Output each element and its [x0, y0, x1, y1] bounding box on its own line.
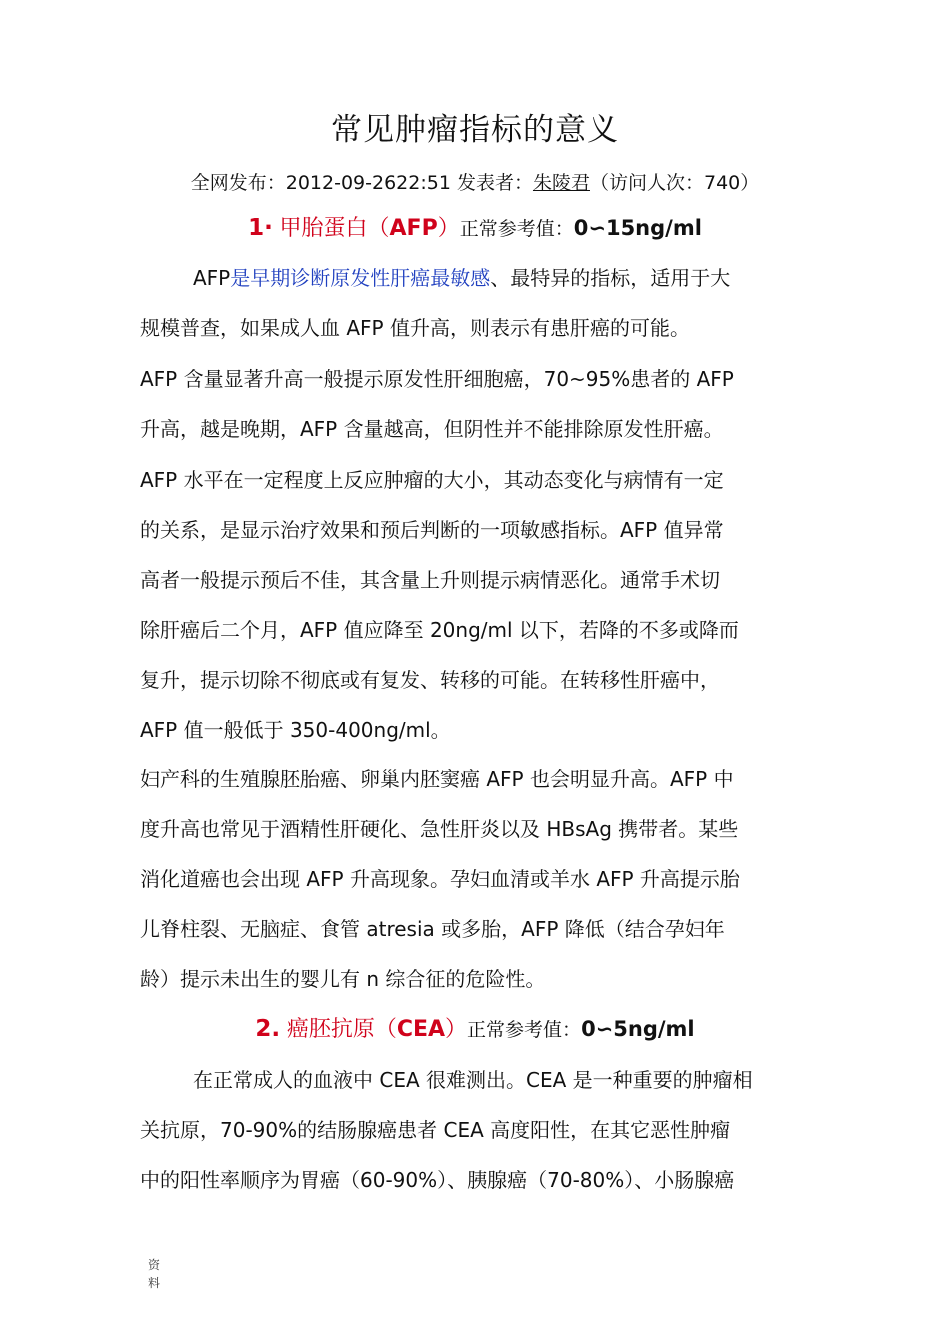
ref-label: 正常参考值： [467, 1019, 582, 1041]
section-number-sep: · [264, 215, 273, 241]
text-line: 妇产科的生殖腺胚胎癌、卵巢内胚窦癌 AFP 也会明显升高。AFP 中 [140, 767, 734, 791]
text-line: 规模普查，如果成人血 AFP 值升高，则表示有患肝癌的可能。 [140, 316, 690, 340]
text-line: 除肝癌后二个月，AFP 值应降至 20ng/ml 以下，若降的不多或降而 [140, 618, 739, 642]
post-meta-suffix: （访问人次：740） [589, 172, 760, 194]
text-line: 龄）提示未出生的婴儿有 n 综合征的危险性。 [140, 967, 546, 991]
text-line: AFP 值一般低于 350-400ng/ml。 [140, 718, 451, 742]
text-line: 儿脊柱裂、无脑症、食管 atresia 或多胎，AFP 降低（结合孕妇年 [140, 917, 725, 941]
text-line: 高者一般提示预后不佳，其含量上升则提示病情恶化。通常手术切 [140, 568, 720, 592]
section-heading-afp [0, 211, 950, 242]
paragraph-afp-level [140, 354, 820, 454]
section-number: 1 [248, 215, 265, 241]
text-line: 复升，提示切除不彻底或有复发、转移的可能。在转移性肝癌中， [140, 668, 720, 692]
section-name-close: ） [445, 1017, 468, 1042]
text-line: 升高，越是晚期，AFP 含量越高，但阴性并不能排除原发性肝癌。 [140, 417, 724, 441]
paragraph-afp-intro [140, 253, 820, 353]
section-number-sep: . [271, 1016, 281, 1042]
highlight-text: 是早期诊断原发性肝癌最敏感 [230, 266, 491, 290]
text-line: 消化道癌也会出现 AFP 升高现象。孕妇血清或羊水 AFP 升高提示胎 [140, 867, 740, 891]
footer-note [148, 1256, 164, 1292]
ref-value: 0∽5ng/ml [581, 1017, 695, 1041]
text-line: AFP 含量显著升高一般提示原发性肝细胞癌，70~95%患者的 AFP [140, 367, 734, 391]
section-name-cn: 甲胎蛋白（ [279, 216, 390, 241]
text-line: 在正常成人的血液中 CEA 很难测出。CEA 是一种重要的肿瘤相 [193, 1068, 753, 1092]
section-name-close: ） [437, 216, 460, 241]
section-number: 2 [255, 1016, 272, 1042]
post-meta [0, 168, 950, 195]
text-line: AFP 水平在一定程度上反应肿瘤的大小，其动态变化与病情有一定 [140, 468, 724, 492]
section-name-abbr: CEA [396, 1017, 446, 1042]
text-span: 、最特异的指标，适用于大 [490, 266, 731, 290]
post-meta-prefix: 全网发布：2012-09-2622:51 发表者： [190, 172, 533, 194]
paragraph-afp-other [140, 754, 820, 1004]
text-line: 关抗原，70-90%的结肠腺癌患者 CEA 高度阳性，在其它恶性肿瘤 [140, 1118, 731, 1142]
paragraph-afp-prognosis [140, 455, 820, 755]
text-line [140, 253, 820, 303]
section-name [280, 216, 460, 241]
paragraph-cea-intro [140, 1055, 820, 1205]
text-line: 度升高也常见于酒精性肝硬化、急性肝炎以及 HBsAg 携带者。某些 [140, 817, 739, 841]
section-heading-cea [0, 1012, 950, 1043]
text-line: 中的阳性率顺序为胃癌（60-90%）、胰腺癌（70-80%）、小肠腺癌 [140, 1168, 735, 1192]
footer-char: 资 [148, 1258, 161, 1272]
ref-label: 正常参考值： [459, 218, 574, 240]
text-line: 的关系，是显示治疗效果和预后判断的一项敏感指标。AFP 值异常 [140, 518, 724, 542]
author-link[interactable]: 朱陵君 [532, 172, 590, 194]
section-name [287, 1017, 467, 1042]
section-name-cn: 癌胚抗原（ [286, 1017, 397, 1042]
ref-value: 0∽15ng/ml [573, 216, 702, 240]
section-name-abbr: AFP [389, 216, 438, 241]
page-title: 常见肿瘤指标的意义 [331, 112, 619, 148]
text-span: AFP [193, 266, 231, 290]
footer-char: 料 [148, 1276, 161, 1290]
